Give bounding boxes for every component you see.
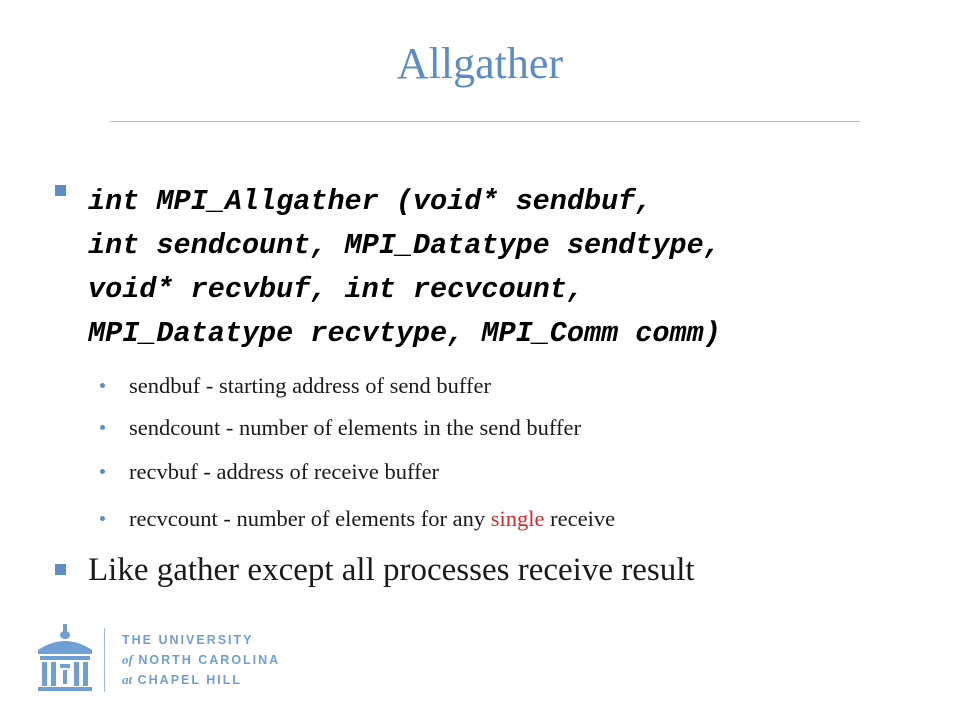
param-text-after: receive	[544, 506, 616, 531]
logo-divider	[104, 628, 105, 692]
logo-line	[122, 670, 280, 690]
param-item	[0, 372, 960, 402]
code-line: MPI_Datatype recvtype, MPI_Comm comm)	[88, 317, 721, 350]
logo-line: THE UNIVERSITY	[122, 633, 254, 647]
param-text	[129, 505, 615, 533]
logo-prefix: at	[122, 672, 133, 687]
param-text: sendbuf - starting address of send buffer	[129, 373, 491, 398]
code-line: int MPI_Allgather (void* sendbuf,	[88, 185, 653, 218]
slide-title: Allgather	[396, 39, 564, 88]
bullet-square-icon	[55, 564, 66, 575]
function-signature	[88, 180, 721, 356]
highlight-word: single	[490, 506, 545, 531]
param-item	[0, 414, 960, 444]
university-logo	[30, 620, 300, 700]
param-item	[0, 458, 960, 488]
code-line: void* recvbuf, int recvcount,	[88, 273, 584, 306]
param-item	[0, 505, 960, 535]
bullet-dot-icon	[100, 516, 105, 521]
param-text: sendcount - number of elements in the send buffer	[129, 415, 581, 440]
summary-text: Like gather except all processes receive result	[88, 552, 695, 588]
logo-line-text: CHAPEL HILL	[137, 673, 243, 687]
logo-wordmark	[122, 630, 280, 690]
bullet-dot-icon	[100, 383, 105, 388]
title-divider	[110, 121, 860, 122]
bullet-dot-icon	[100, 425, 105, 430]
bullet-dot-icon	[100, 469, 105, 474]
code-line: int sendcount, MPI_Datatype sendtype,	[88, 229, 721, 262]
param-text-before: recvcount - number of elements for any	[129, 506, 491, 531]
bullet-square-icon	[55, 185, 66, 196]
logo-prefix: of	[122, 652, 133, 667]
old-well-icon	[30, 620, 100, 700]
logo-line	[122, 650, 280, 670]
logo-line-text: NORTH CAROLINA	[138, 653, 281, 667]
param-text: recvbuf - address of receive buffer	[129, 459, 440, 484]
